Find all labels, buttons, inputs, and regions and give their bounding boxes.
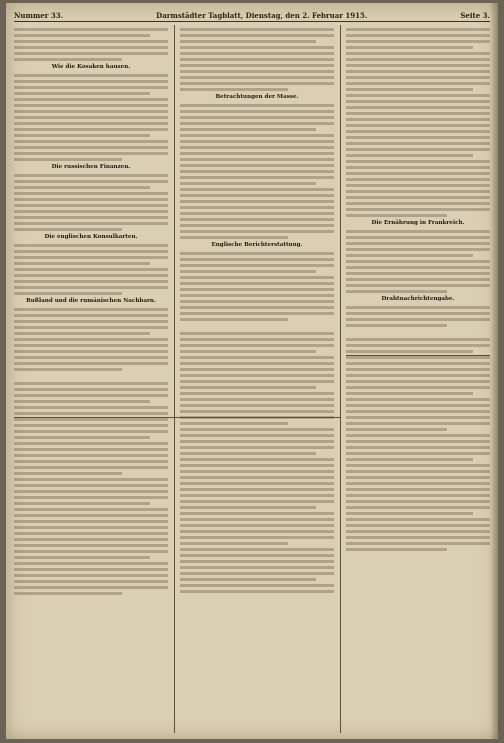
column-rule — [174, 25, 175, 733]
column-1 — [14, 25, 168, 595]
headline-france-food: Die Ernährung in Frankreich. — [371, 220, 465, 226]
newspaper-page — [6, 3, 498, 739]
headline-russia-romania: Rußland und die rumänischen Nachbarn. — [26, 298, 156, 304]
column-rule — [340, 25, 341, 733]
newspaper-title-date: Darmstädter Tagblatt, Dienstag, den 2. Februar 1915. — [156, 10, 368, 20]
column-3 — [346, 25, 490, 551]
page-number: Seite 3. — [460, 10, 490, 20]
headline-cossacks: Wie die Kosaken hausen. — [51, 64, 131, 70]
issue-number: Nummer 33. — [14, 10, 64, 20]
headline-russian-finances: Die russischen Finanzen. — [51, 164, 131, 170]
headline-english-consuls: Die englischen Konsulkarten. — [44, 234, 138, 240]
page-header — [14, 9, 490, 22]
text-columns — [14, 25, 490, 733]
section-divider — [14, 417, 340, 418]
headline-english-reporting: Englische Berichterstattung. — [211, 242, 303, 248]
column-2 — [180, 25, 334, 593]
page-edge-shadow — [490, 3, 498, 739]
headline-observations: Betrachtungen der Masse. — [215, 94, 299, 100]
section-divider — [346, 355, 490, 356]
headline-wire-news: Drahtnachrichtengabe. — [381, 296, 455, 302]
